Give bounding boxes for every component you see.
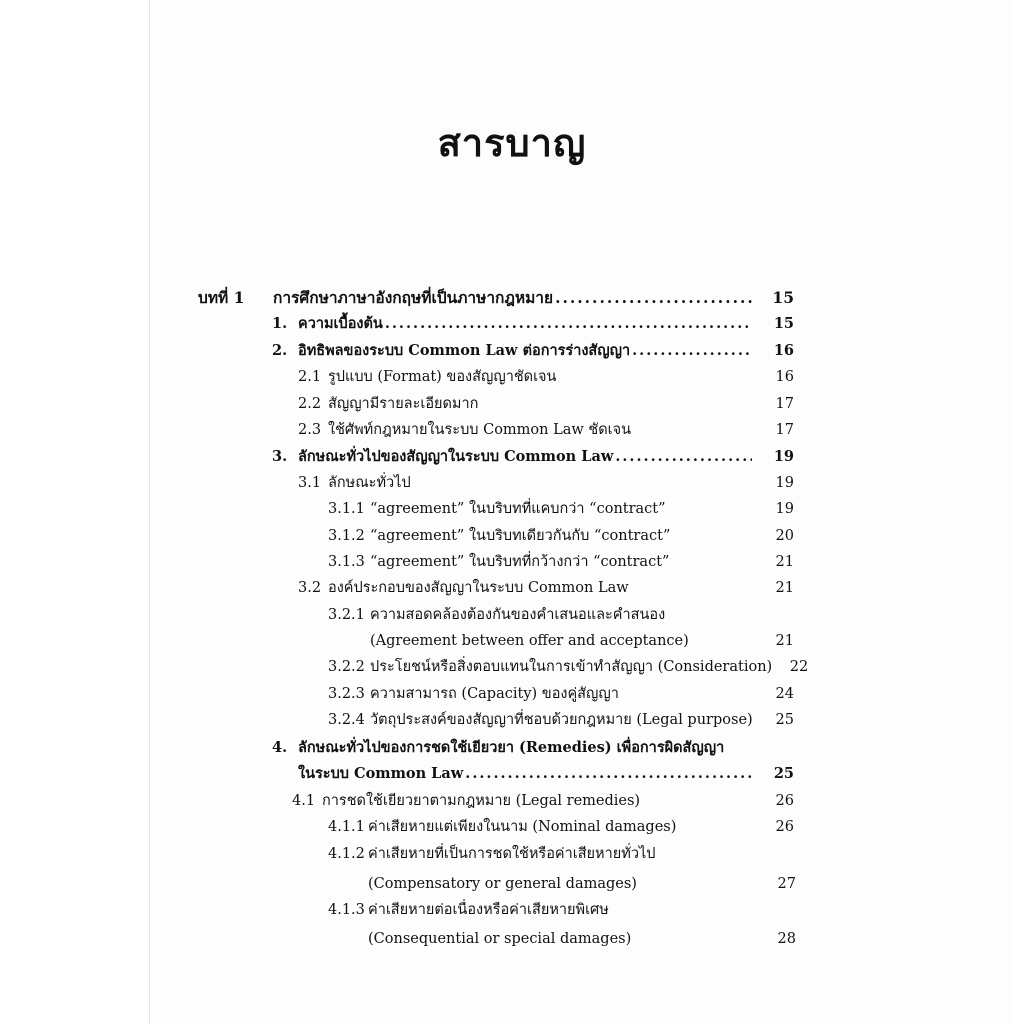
entry-number: 3.	[272, 448, 288, 465]
entry-number: 3.2	[298, 580, 322, 596]
entry-number: 3.1	[298, 475, 322, 491]
entry-text: ค่าเสียหายต่อเนื่องหรือค่าเสียหายพิเศษ	[368, 902, 609, 918]
entry-text: ลักษณะทั่วไป	[328, 475, 411, 491]
page-title: สารบาญ	[437, 120, 587, 165]
page-number: 28	[777, 931, 796, 947]
page-number: 21	[775, 554, 794, 570]
chapter-title: การศึกษาภาษาอังกฤษที่เป็นภาษากฎหมาย	[273, 288, 554, 307]
entry-number: 4.1.1	[328, 819, 365, 835]
entry-text: ลักษณะทั่วไปของสัญญาในระบบ Common Law	[298, 448, 614, 465]
toc-entry-continuation	[272, 762, 794, 786]
entry-text: ลักษณะทั่วไปของการชดใช้เยียวยา (Remedies) เพื่อการผิดสัญญา	[298, 739, 725, 756]
dot-leader	[615, 445, 752, 469]
page-number: 17	[775, 422, 794, 438]
page-number: 17	[775, 396, 794, 412]
entry-text: วัตถุประสงค์ของสัญญาที่ชอบด้วยกฎหมาย (Legal purpose)	[370, 712, 753, 728]
entry-number: 2.2	[298, 396, 322, 412]
entry-text: ประโยชน์หรือสิ่งตอบแทนในการเข้าทำสัญญา (Consideration)	[370, 659, 773, 675]
toc-entry	[298, 392, 794, 416]
entry-number: 3.1.2	[328, 528, 365, 544]
toc-entry	[298, 471, 794, 495]
entry-number: 4.	[272, 739, 288, 756]
toc-entry	[328, 497, 794, 521]
toc-entry	[298, 365, 794, 389]
page-number: 20	[775, 528, 794, 544]
entry-number: 4.1.2	[328, 846, 365, 862]
entry-text: ใช้ศัพท์กฎหมายในระบบ Common Law ชัดเจน	[328, 422, 632, 438]
page-number: 26	[775, 793, 794, 809]
entry-number: 3.2.3	[328, 686, 365, 702]
page-number: 25	[775, 712, 794, 728]
toc-entry	[328, 682, 794, 706]
dot-leader	[465, 762, 752, 786]
entry-number: 3.2.4	[328, 712, 365, 728]
entry-text: ค่าเสียหายแต่เพียงในนาม (Nominal damages)	[368, 819, 677, 835]
page-number: 26	[775, 819, 794, 835]
entry-text: อิทธิพลของระบบ Common Law ต่อการร่างสัญญา	[298, 342, 631, 359]
toc-entry	[328, 524, 794, 548]
dot-leader	[385, 312, 752, 336]
page-number: 19	[775, 475, 794, 491]
toc-entry	[298, 418, 794, 442]
toc-entry	[272, 339, 794, 363]
entry-number: 2.	[272, 342, 288, 359]
dot-leader	[555, 286, 752, 310]
entry-text: ในระบบ Common Law	[298, 765, 464, 782]
entry-number: 3.2.1	[328, 607, 365, 623]
page-number: 15	[773, 315, 794, 332]
entry-text: ความสอดคล้องต้องกันของคำเสนอและคำสนอง	[370, 607, 666, 623]
entry-text: (Consequential or special damages)	[368, 931, 632, 947]
entry-text: ความเบื้องต้น	[298, 315, 383, 332]
page-number: 16	[775, 369, 794, 385]
toc-entry	[272, 736, 794, 760]
toc-entry	[328, 603, 794, 627]
entry-number: 1.	[272, 315, 288, 332]
page-number: 19	[773, 448, 794, 465]
toc-entry	[328, 842, 794, 866]
entry-text: (Compensatory or general damages)	[368, 876, 637, 892]
page-number: 24	[775, 686, 794, 702]
entry-number: 3.1.1	[328, 501, 365, 517]
toc-entry	[328, 898, 794, 922]
page-number: 22	[789, 659, 809, 675]
entry-text: (Agreement between offer and acceptance)	[370, 633, 689, 649]
toc-entry	[328, 708, 794, 732]
page-number: 16	[773, 342, 794, 359]
entry-number: 3.2.2	[328, 659, 365, 675]
page-number: 19	[775, 501, 794, 517]
entry-number: 2.3	[298, 422, 322, 438]
page-number: 15	[772, 288, 794, 307]
dot-leader	[632, 339, 752, 363]
toc-entry	[272, 445, 794, 469]
page-number: 21	[775, 580, 794, 596]
entry-text: ความสามารถ (Capacity) ของคู่สัญญา	[370, 686, 619, 702]
toc-chapter-row	[198, 286, 794, 310]
entry-number: 4.1	[292, 793, 316, 809]
page-number: 25	[773, 765, 794, 782]
toc-entry-continuation	[328, 629, 794, 653]
toc-entry-continuation	[328, 872, 796, 896]
entry-text: สัญญามีรายละเอียดมาก	[328, 396, 479, 412]
toc-entry	[292, 789, 794, 813]
toc-entry	[328, 815, 794, 839]
toc-entry	[298, 576, 794, 600]
entry-number: 3.1.3	[328, 554, 365, 570]
page-number: 21	[775, 633, 794, 649]
chapter-label: บทที่ 1	[198, 288, 245, 307]
toc-entry	[328, 655, 809, 679]
page-number: 27	[777, 876, 796, 892]
toc-entry	[328, 550, 794, 574]
entry-text: “agreement” ในบริบทเดียวกันกับ “contract”	[370, 528, 671, 544]
entry-text: “agreement” ในบริบทที่แคบกว่า “contract”	[370, 501, 666, 517]
entry-number: 4.1.3	[328, 902, 365, 918]
entry-text: การชดใช้เยียวยาตามกฎหมาย (Legal remedies)	[322, 793, 641, 809]
entry-text: องค์ประกอบของสัญญาในระบบ Common Law	[328, 580, 629, 596]
entry-text: รูปแบบ (Format) ของสัญญาชัดเจน	[328, 369, 557, 385]
toc-entry	[272, 312, 794, 336]
toc-entry-continuation	[328, 927, 796, 951]
entry-text: “agreement” ในบริบทที่กว้างกว่า “contract”	[370, 554, 670, 570]
entry-number: 2.1	[298, 369, 322, 385]
entry-text: ค่าเสียหายที่เป็นการชดใช้หรือค่าเสียหายทั่วไป	[368, 846, 656, 862]
